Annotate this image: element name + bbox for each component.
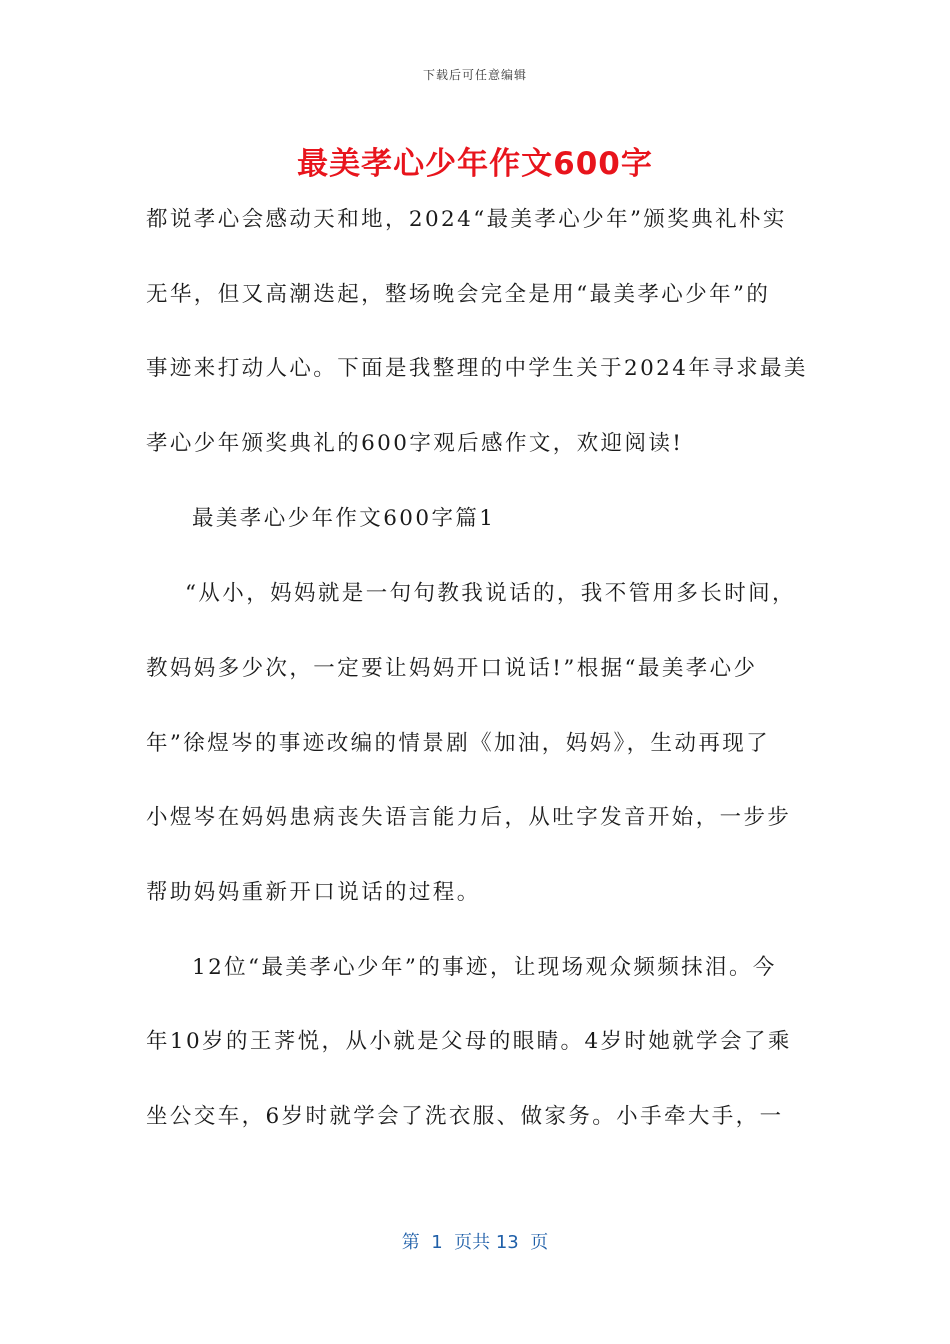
paragraph-line: “从小，妈妈就是一句句教我说话的，我不管用多长时间， (185, 581, 796, 606)
paragraph-line: 事迹来打动人心。下面是我整理的中学生关于2024年寻求最美 (146, 356, 808, 381)
paragraph-line: 教妈妈多少次，一定要让妈妈开口说话!”根据“最美孝心少 (146, 656, 758, 681)
page-number-footer: 第 1 页共 13 页 (401, 1232, 549, 1253)
paragraph-line: 小煜岑在妈妈患病丧失语言能力后，从吐字发音开始，一步步 (146, 805, 792, 830)
header-note: 下载后可任意编辑 (422, 68, 527, 82)
paragraph-line: 孝心少年颁奖典礼的600字观后感作文，欢迎阅读! (146, 431, 684, 456)
section-heading: 最美孝心少年作文600字篇1 (192, 506, 496, 531)
paragraph-line: 帮助妈妈重新开口说话的过程。 (146, 880, 481, 905)
paragraph-line: 都说孝心会感动天和地，2024“最美孝心少年”颁奖典礼朴实 (146, 207, 787, 232)
paragraph-line: 坐公交车，6岁时就学会了洗衣服、做家务。小手牵大手，一 (146, 1104, 784, 1129)
paragraph-line: 年10岁的王荠悦，从小就是父母的眼睛。4岁时她就学会了乘 (146, 1029, 792, 1054)
paragraph-line: 12位“最美孝心少年”的事迹，让现场观众频频抹泪。今 (192, 955, 777, 980)
paragraph-line: 无华，但又高潮迭起，整场晚会完全是用“最美孝心少年”的 (146, 282, 771, 307)
document-title: 最美孝心少年作文600字 (297, 146, 653, 182)
paragraph-line: 年”徐煜岑的事迹改编的情景剧《加油，妈妈》，生动再现了 (146, 731, 771, 756)
